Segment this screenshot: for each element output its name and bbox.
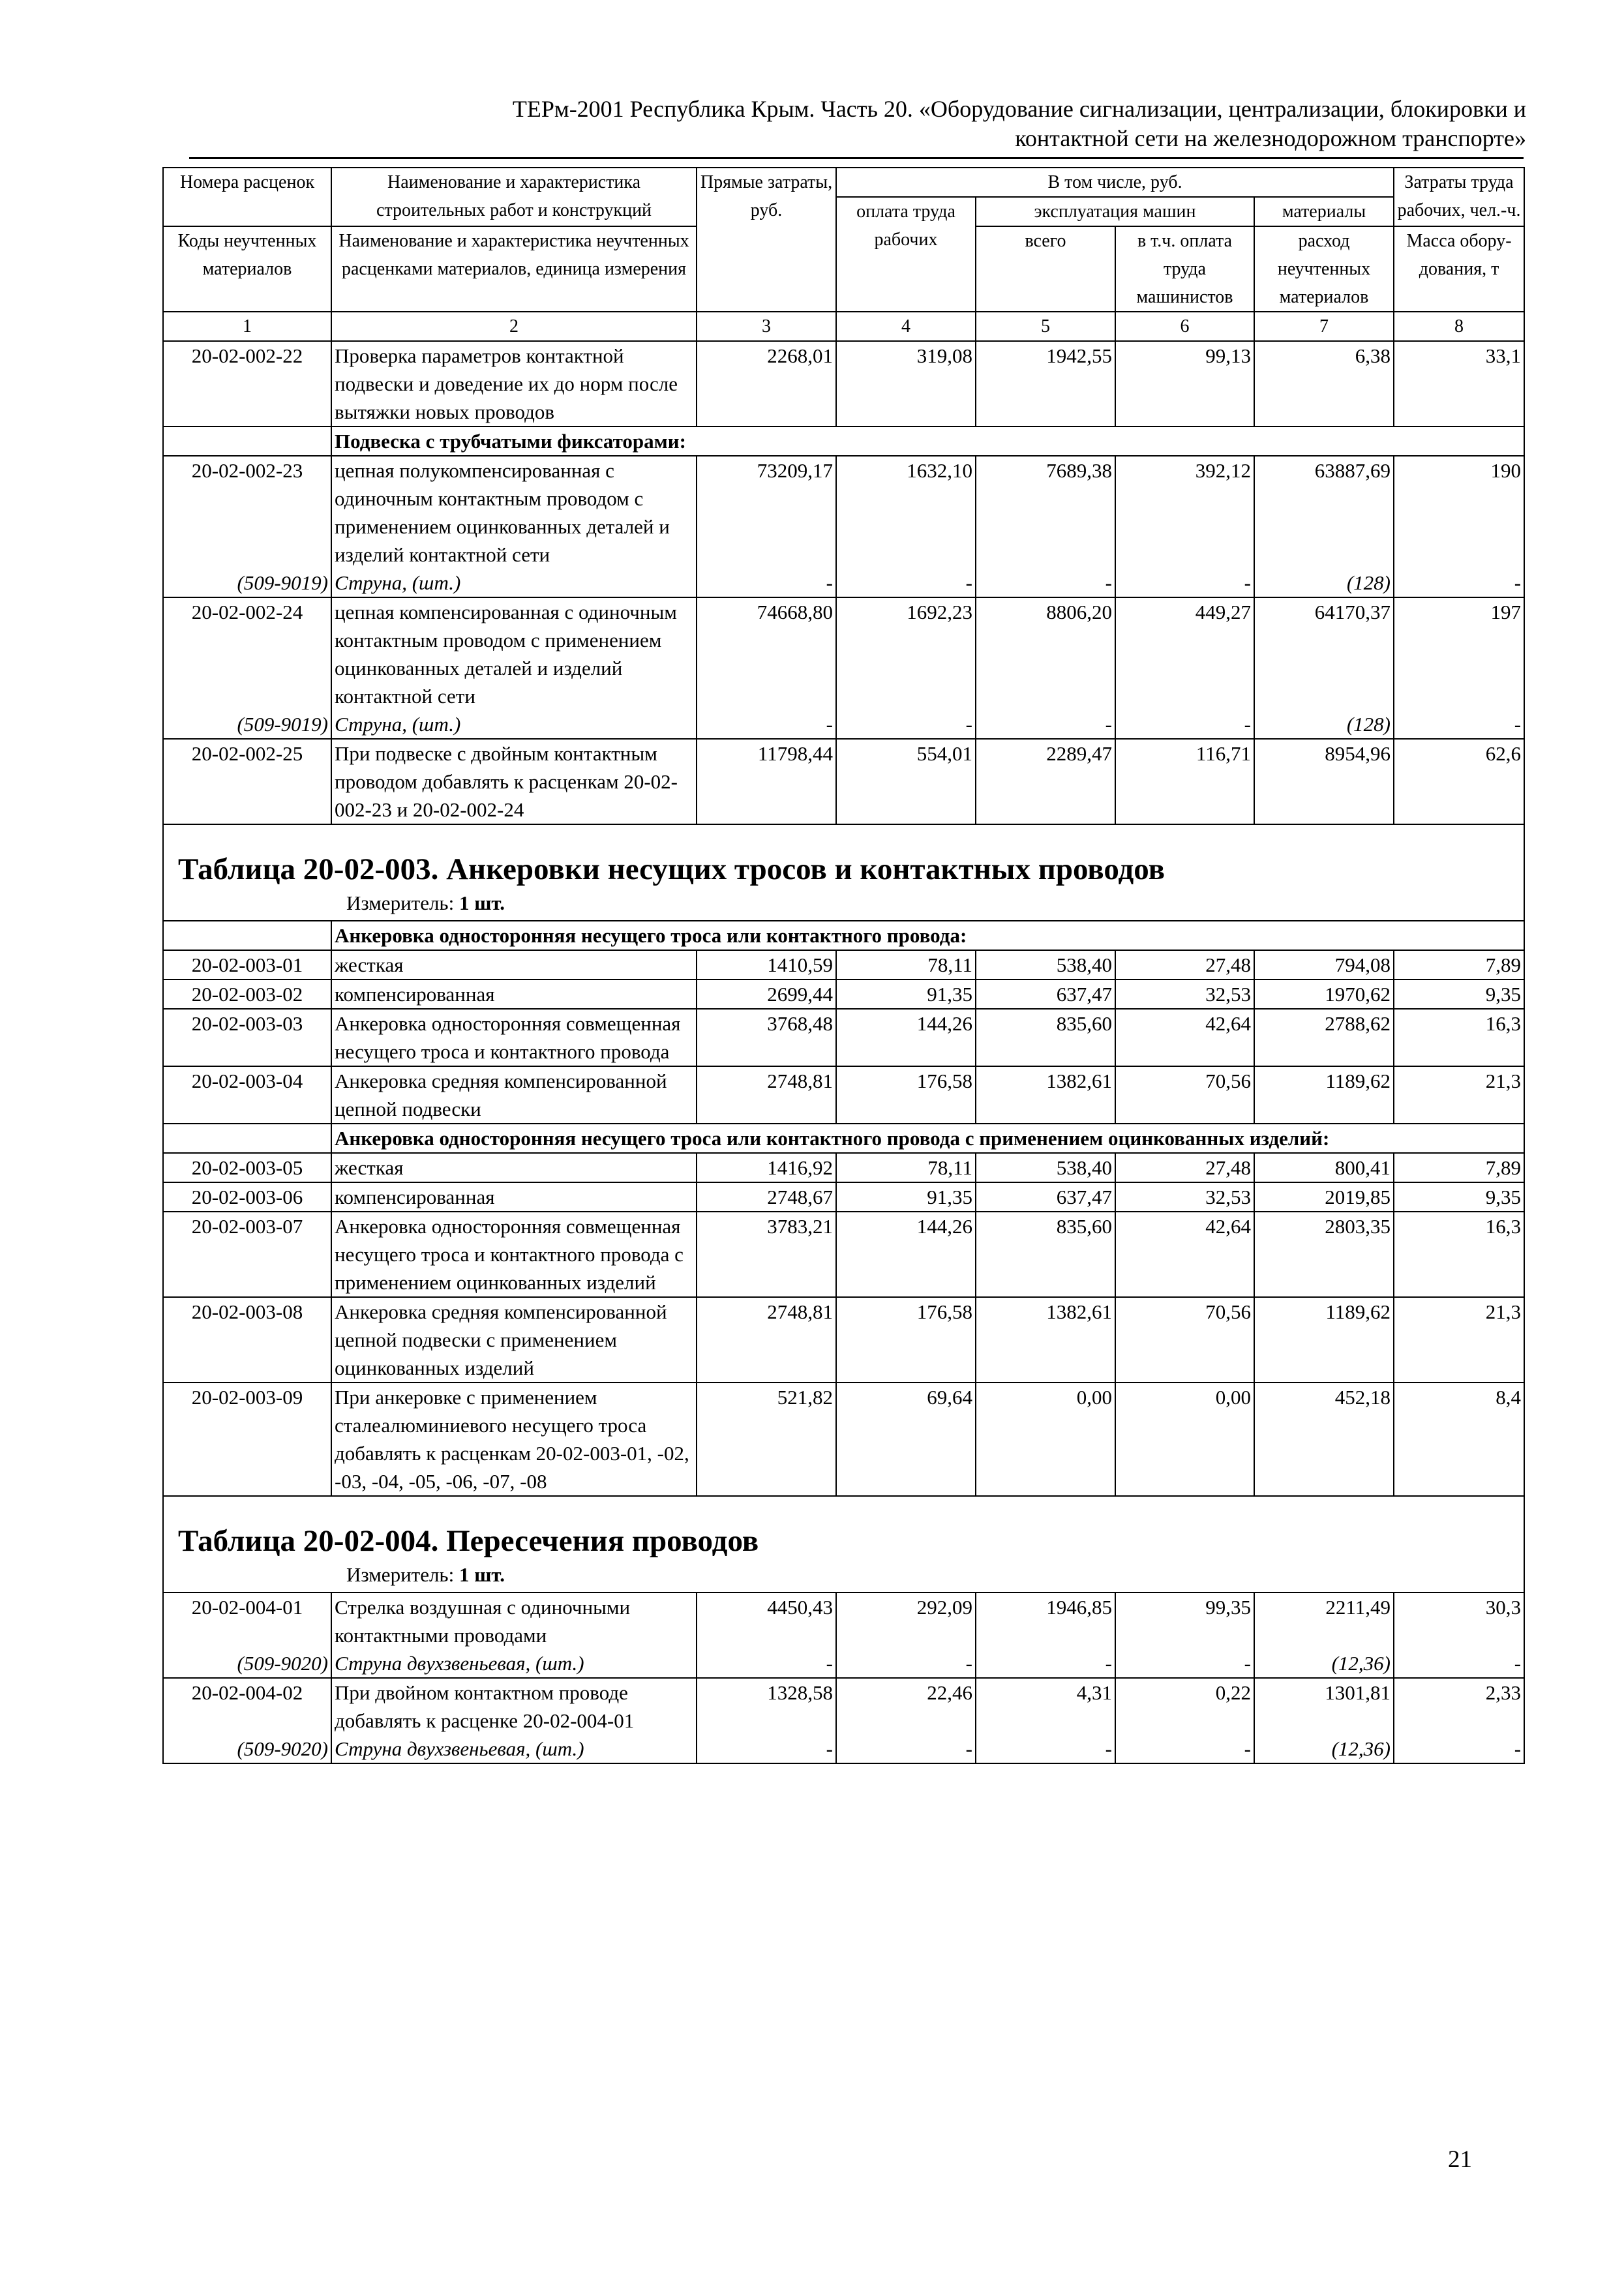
unit-value: 1 шт. [459,1563,505,1586]
rate-code: 20-02-003-04 [163,1066,331,1124]
unit-label: Измеритель: [346,891,455,914]
rate-name: При подвеске с двойным контактным проводом добавлять к расценкам 20-02-002-23 и 20-02-002-24 [331,739,697,824]
labor-pay: 144,26 [836,1009,976,1066]
machinists-pay: - [1115,569,1254,597]
table-row [163,739,1524,824]
labor-hours: 62,6 [1394,739,1524,824]
material-row [163,1735,1524,1763]
table-title-row [163,1496,1524,1593]
col-1-bottom: Коды неучтенных материалов [163,226,331,312]
labor-pay: 91,35 [836,1182,976,1212]
labor-hours: - [1394,1649,1524,1678]
rate-code: 20-02-002-23 [163,456,331,569]
materials-cost: 1189,62 [1254,1066,1394,1124]
materials-cost: 452,18 [1254,1383,1394,1496]
labor-hours: - [1394,1735,1524,1763]
machines-total: 0,00 [976,1383,1115,1496]
incl-header: В том числе, руб. [836,168,1394,197]
machines-total: 1942,55 [976,341,1115,426]
materials-cost: 64170,37 [1254,597,1394,710]
table-004-title: Таблица 20-02-004. Пересечения проводов [178,1524,759,1558]
material-code: (509-9020) [163,1735,331,1763]
col-8-top: Затраты труда рабочих, чел.-ч. [1394,168,1524,226]
machines-total: - [976,710,1115,739]
direct-cost: 1416,92 [697,1153,836,1182]
machinists-pay: 99,35 [1115,1593,1254,1649]
subheader-text: Подвеска с трубчатыми фиксаторами: [331,426,1524,456]
direct-cost: 3783,21 [697,1212,836,1297]
direct-cost: 1328,58 [697,1678,836,1735]
machines-total: 637,47 [976,1182,1115,1212]
rate-code: 20-02-004-01 [163,1593,331,1649]
subheader-row [163,921,1524,950]
col-2-bottom: Наименование и характеристика неучтенных расценками материалов, единица измерения [331,226,697,312]
machinists-pay: 42,64 [1115,1212,1254,1297]
table-row [163,1678,1524,1735]
col-1-top: Номера расценок [163,168,331,226]
rate-name: Стрелка воздушная с одиночными контактными проводами [331,1593,697,1649]
labor-hours: 21,3 [1394,1066,1524,1124]
rate-code: 20-02-003-05 [163,1153,331,1182]
labor-hours: - [1394,569,1524,597]
material-row [163,710,1524,739]
labor-hours: 33,1 [1394,341,1524,426]
rate-name: Анкеровка средняя компенсированной цепной подвески [331,1066,697,1124]
rate-code: 20-02-003-03 [163,1009,331,1066]
unit-value: 1 шт. [459,891,505,914]
subheader-row [163,426,1524,456]
header-line-2: контактной сети на железнодорожном транспорте» [1015,125,1526,151]
materials-cost: 1301,81 [1254,1678,1394,1735]
materials-cost: 2211,49 [1254,1593,1394,1649]
machinists-pay: 116,71 [1115,739,1254,824]
machinists-pay: 0,00 [1115,1383,1254,1496]
rate-name: При двойном контактном проводе добавлять к расценке 20-02-004-01 [331,1678,697,1735]
labor-hours: 21,3 [1394,1297,1524,1383]
direct-cost: 1410,59 [697,950,836,980]
rate-code: 20-02-003-02 [163,980,331,1009]
table-row [163,1297,1524,1383]
labor-hours: - [1394,710,1524,739]
table-row [163,1153,1524,1182]
rate-name: цепная полукомпенсированная с одиночным контактным проводом с применением оцинкованных деталей и изделий контактной сети [331,456,697,569]
col-num-3: 3 [697,312,836,341]
rate-name: цепная компенсированная с одиночным контактным проводом с применением оцинкованных деталей и изделий контактной сети [331,597,697,710]
col-num-8: 8 [1394,312,1524,341]
header-line-1: ТЕРм-2001 Республика Крым. Часть 20. «Оборудование сигнализации, централизации, блокировки и [512,96,1526,122]
machines-total: - [976,1649,1115,1678]
materials-cost: (12,36) [1254,1735,1394,1763]
table-row [163,1066,1524,1124]
machinists-pay: - [1115,710,1254,739]
machines-total: 835,60 [976,1212,1115,1297]
materials-cost: 794,08 [1254,950,1394,980]
rate-name: жесткая [331,950,697,980]
machinists-pay: 70,56 [1115,1297,1254,1383]
subheader-row [163,1124,1524,1153]
labor-hours: 30,3 [1394,1593,1524,1649]
col-6: в т.ч. оплата труда машинистов [1115,226,1254,312]
table-003-title: Таблица 20-02-003. Анкеровки несущих тросов и контактных проводов [178,852,1165,886]
materials-cost: 1189,62 [1254,1297,1394,1383]
col-5: всего [976,226,1115,312]
material-code: (509-9019) [163,710,331,739]
materials-cost: (128) [1254,710,1394,739]
table-row [163,980,1524,1009]
material-name: Струна двухзвеньевая, (шт.) [331,1649,697,1678]
labor-hours: 9,35 [1394,980,1524,1009]
labor-pay: 319,08 [836,341,976,426]
labor-pay: 1692,23 [836,597,976,710]
rate-code: 20-02-003-06 [163,1182,331,1212]
machines-total: 637,47 [976,980,1115,1009]
machines-total: 538,40 [976,950,1115,980]
materials-header: материалы [1254,197,1394,226]
labor-hours: 2,33 [1394,1678,1524,1735]
unit-label: Измеритель: [346,1563,455,1586]
labor-pay: 78,11 [836,950,976,980]
labor-pay: 1632,10 [836,456,976,569]
materials-cost: 800,41 [1254,1153,1394,1182]
direct-cost: 2748,81 [697,1297,836,1383]
table-004-unit [164,1561,1524,1592]
materials-cost: 2788,62 [1254,1009,1394,1066]
table-row [163,1212,1524,1297]
rate-code: 20-02-002-22 [163,341,331,426]
machinists-pay: 70,56 [1115,1066,1254,1124]
machines-total: 4,31 [976,1678,1115,1735]
subheader-text: Анкеровка односторонняя несущего троса или контактного провода с применением оцинкованных изделий: [331,1124,1524,1153]
labor-pay: - [836,1735,976,1763]
material-code: (509-9019) [163,569,331,597]
col-3: Прямые затраты, руб. [697,168,836,312]
rate-name: Проверка параметров контактной подвески и доведение их до норм после вытяжки новых проводов [331,341,697,426]
table-row [163,1593,1524,1649]
labor-hours: 16,3 [1394,1212,1524,1297]
direct-cost: 73209,17 [697,456,836,569]
machinists-pay: 99,13 [1115,341,1254,426]
direct-cost: 2748,67 [697,1182,836,1212]
labor-pay: 22,46 [836,1678,976,1735]
labor-pay: 554,01 [836,739,976,824]
machines-total: 835,60 [976,1009,1115,1066]
machines-total: - [976,1735,1115,1763]
direct-cost: 2699,44 [697,980,836,1009]
rate-name: Анкеровка односторонняя совмещенная несущего троса и контактного провода [331,1009,697,1066]
table-row [163,456,1524,569]
materials-cost: 8954,96 [1254,739,1394,824]
rate-code: 20-02-003-09 [163,1383,331,1496]
material-name: Струна, (шт.) [331,710,697,739]
col-num-7: 7 [1254,312,1394,341]
rate-code: 20-02-003-07 [163,1212,331,1297]
machines-total: 1946,85 [976,1593,1115,1649]
materials-cost: 2803,35 [1254,1212,1394,1297]
machinists-pay: 32,53 [1115,980,1254,1009]
materials-cost: 2019,85 [1254,1182,1394,1212]
page-number: 21 [1448,2146,1472,2173]
header-row-1 [163,168,1524,197]
labor-hours: 190 [1394,456,1524,569]
rate-code: 20-02-003-08 [163,1297,331,1383]
machines-total: 538,40 [976,1153,1115,1182]
col-num-1: 1 [163,312,331,341]
rate-name: Анкеровка односторонняя совмещенная несущего троса и контактного провода с применением оцинкованных изделий [331,1212,697,1297]
labor-pay: - [836,569,976,597]
rate-name: компенсированная [331,980,697,1009]
machines-total: 7689,38 [976,456,1115,569]
machines-total: 1382,61 [976,1297,1115,1383]
direct-cost: 2748,81 [697,1066,836,1124]
col-8-bottom: Масса обору-дования, т [1394,226,1524,312]
col-num-4: 4 [836,312,976,341]
machinists-pay: 392,12 [1115,456,1254,569]
labor-pay: 144,26 [836,1212,976,1297]
materials-cost: (12,36) [1254,1649,1394,1678]
col-4: оплата труда рабочих [836,197,976,312]
machines-header: эксплуатация машин [976,197,1254,226]
direct-cost: 3768,48 [697,1009,836,1066]
materials-cost: 1970,62 [1254,980,1394,1009]
rate-name: При анкеровке с применением сталеалюминиевого несущего троса добавлять к расценкам 20-02-003-01, -02, -03, -04, -05, -06, -07, -08 [331,1383,697,1496]
rate-name: Анкеровка средняя компенсированной цепной подвески с применением оцинкованных изделий [331,1297,697,1383]
labor-hours: 9,35 [1394,1182,1524,1212]
col-2-top: Наименование и характеристика строительных работ и конструкций [331,168,697,226]
machines-total: - [976,569,1115,597]
machines-total: 2289,47 [976,739,1115,824]
machines-total: 1382,61 [976,1066,1115,1124]
material-row [163,569,1524,597]
col-num-2: 2 [331,312,697,341]
machinists-pay: 32,53 [1115,1182,1254,1212]
labor-pay: 78,11 [836,1153,976,1182]
direct-cost: - [697,1735,836,1763]
materials-cost: 6,38 [1254,341,1394,426]
table-row [163,1009,1524,1066]
labor-hours: 16,3 [1394,1009,1524,1066]
direct-cost: - [697,569,836,597]
machines-total: 8806,20 [976,597,1115,710]
labor-pay: - [836,710,976,739]
direct-cost: 521,82 [697,1383,836,1496]
rate-name: компенсированная [331,1182,697,1212]
labor-pay: 292,09 [836,1593,976,1649]
table-row [163,1182,1524,1212]
direct-cost: 74668,80 [697,597,836,710]
labor-pay: 176,58 [836,1297,976,1383]
col-num-5: 5 [976,312,1115,341]
rate-code: 20-02-002-25 [163,739,331,824]
material-name: Струна двухзвеньевая, (шт.) [331,1735,697,1763]
machinists-pay: 449,27 [1115,597,1254,710]
table-title-row [163,824,1524,921]
machinists-pay: 42,64 [1115,1009,1254,1066]
labor-pay: 176,58 [836,1066,976,1124]
rate-name: жесткая [331,1153,697,1182]
machinists-pay: 0,22 [1115,1678,1254,1735]
rates-table [162,167,1525,1764]
material-name: Струна, (шт.) [331,569,697,597]
subheader-text: Анкеровка односторонняя несущего троса или контактного провода: [331,921,1524,950]
direct-cost: - [697,1649,836,1678]
table-row [163,950,1524,980]
table-row [163,597,1524,710]
labor-hours: 8,4 [1394,1383,1524,1496]
labor-hours: 197 [1394,597,1524,710]
table-row [163,1383,1524,1496]
machinists-pay: - [1115,1649,1254,1678]
materials-cost: 63887,69 [1254,456,1394,569]
material-row [163,1649,1524,1678]
machinists-pay: 27,48 [1115,950,1254,980]
column-numbers-row [163,312,1524,341]
page-header [157,95,1526,153]
direct-cost: 2268,01 [697,341,836,426]
labor-hours: 7,89 [1394,1153,1524,1182]
direct-cost: - [697,710,836,739]
rate-code: 20-02-004-02 [163,1678,331,1735]
col-7: расход неучтенных материалов [1254,226,1394,312]
machinists-pay: 27,48 [1115,1153,1254,1182]
rate-code: 20-02-003-01 [163,950,331,980]
materials-cost: (128) [1254,569,1394,597]
table-003-unit [164,889,1524,920]
header-rule [189,157,1524,159]
labor-pay: - [836,1649,976,1678]
labor-pay: 69,64 [836,1383,976,1496]
machinists-pay: - [1115,1735,1254,1763]
material-code: (509-9020) [163,1649,331,1678]
col-num-6: 6 [1115,312,1254,341]
labor-hours: 7,89 [1394,950,1524,980]
labor-pay: 91,35 [836,980,976,1009]
table-row [163,341,1524,426]
direct-cost: 11798,44 [697,739,836,824]
direct-cost: 4450,43 [697,1593,836,1649]
rate-code: 20-02-002-24 [163,597,331,710]
